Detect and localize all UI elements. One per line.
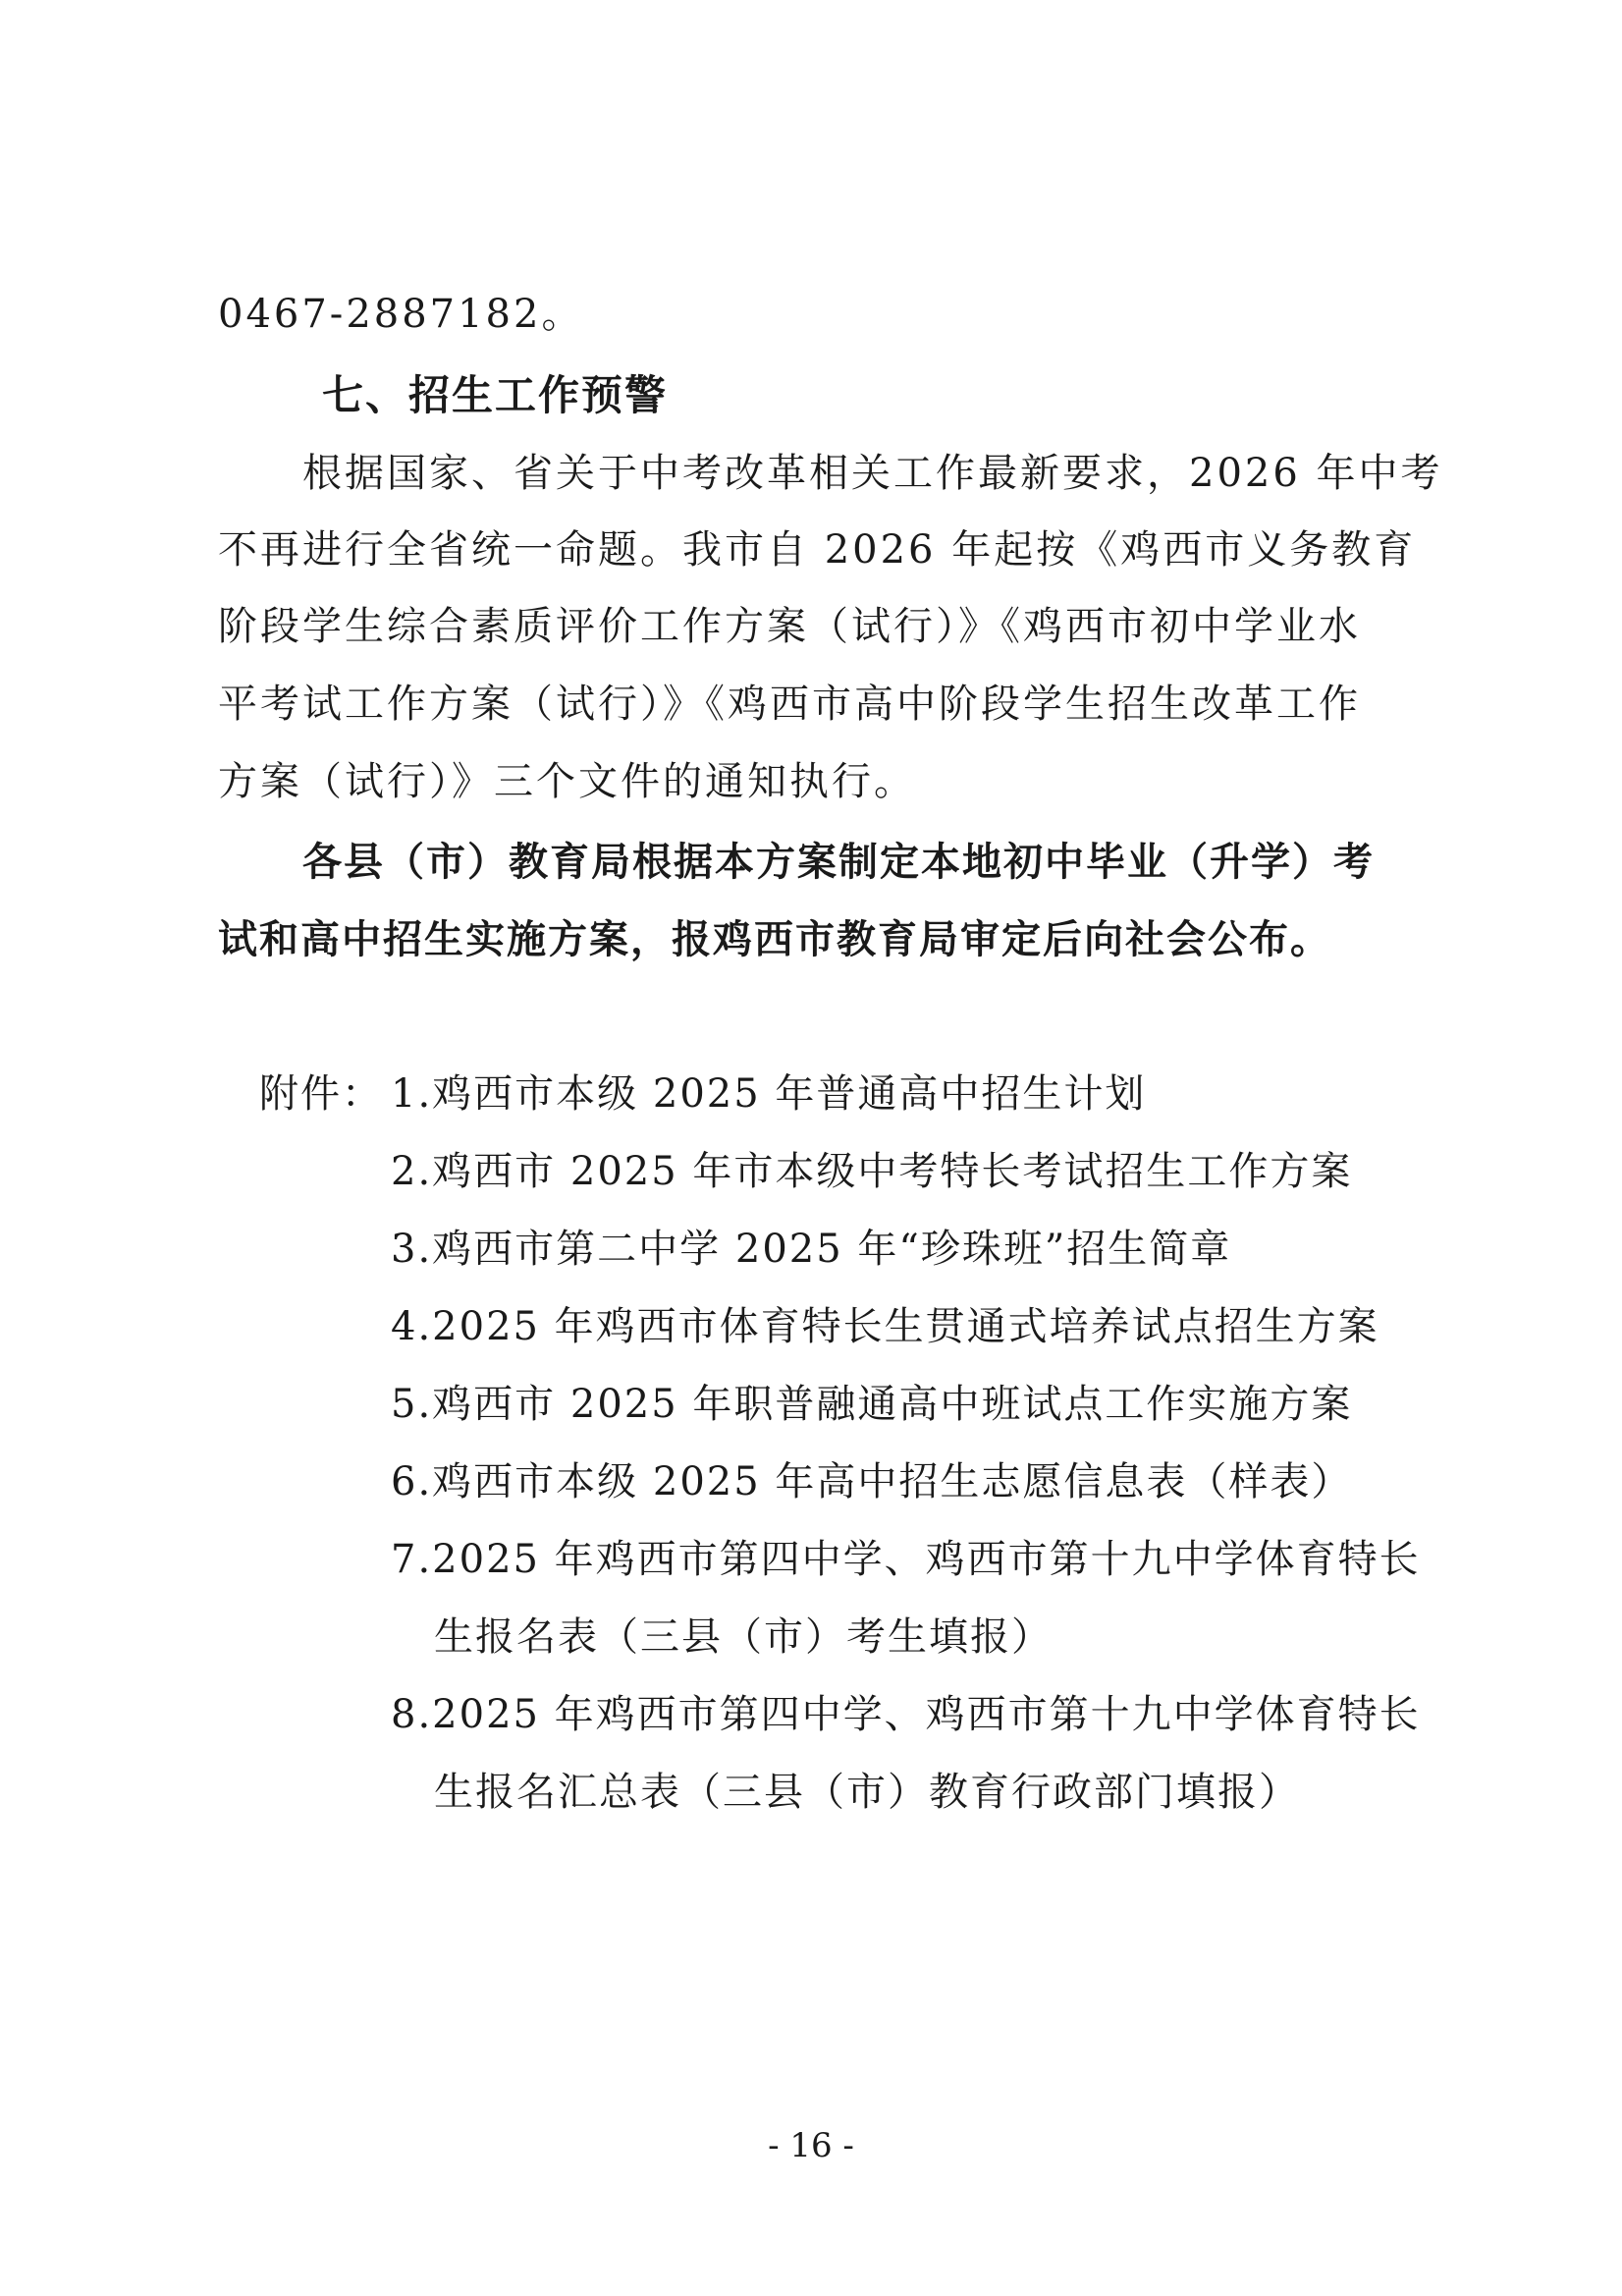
bold-paragraph-line: 试和高中招生实施方案，报鸡西市教育局审定后向社会公布。: [218, 917, 1331, 962]
attachments-label: 附件：: [259, 1071, 383, 1117]
attachment-item: 4.2025 年鸡西市体育特长生贯通式培养试点招生方案: [391, 1304, 1379, 1349]
attachment-item: 7.2025 年鸡西市第四中学、鸡西市第十九中学体育特长: [391, 1537, 1421, 1582]
attachment-item: 5.鸡西市 2025 年职普融通高中班试点工作实施方案: [391, 1382, 1353, 1427]
section-heading: 七、招生工作预警: [322, 371, 669, 419]
paragraph-line: 平考试工作方案（试行）》《鸡西市高中阶段学生招生改革工作: [218, 682, 1361, 727]
attachment-item: 8.2025 年鸡西市第四中学、鸡西市第十九中学体育特长: [391, 1692, 1421, 1737]
bold-paragraph-line: 各县（市）教育局根据本方案制定本地初中毕业（升学）考: [302, 840, 1375, 885]
attachment-item: 1.鸡西市本级 2025 年普通高中招生计划: [391, 1071, 1147, 1117]
attachment-item-continuation: 生报名表（三县（市）考生填报）: [434, 1614, 1053, 1660]
attachment-item: 6.鸡西市本级 2025 年高中招生志愿信息表（样表）: [391, 1459, 1353, 1504]
attachment-item: 3.鸡西市第二中学 2025 年“珍珠班”招生简章: [391, 1227, 1232, 1272]
paragraph-line: 阶段学生综合素质评价工作方案（试行）》《鸡西市初中学业水: [218, 604, 1361, 649]
attachment-item-continuation: 生报名汇总表（三县（市）教育行政部门填报）: [434, 1770, 1300, 1815]
attachment-item: 2.鸡西市 2025 年市本级中考特长考试招生工作方案: [391, 1149, 1353, 1194]
phone-number-line: 0467-2887182。: [218, 292, 584, 337]
paragraph-line: 根据国家、省关于中考改革相关工作最新要求，2026 年中考: [302, 451, 1443, 496]
paragraph-line: 不再进行全省统一命题。我市自 2026 年起按《鸡西市义务教育: [218, 527, 1417, 573]
page-number: - 16 -: [768, 2126, 854, 2165]
paragraph-line: 方案（试行）》三个文件的通知执行。: [218, 759, 916, 804]
